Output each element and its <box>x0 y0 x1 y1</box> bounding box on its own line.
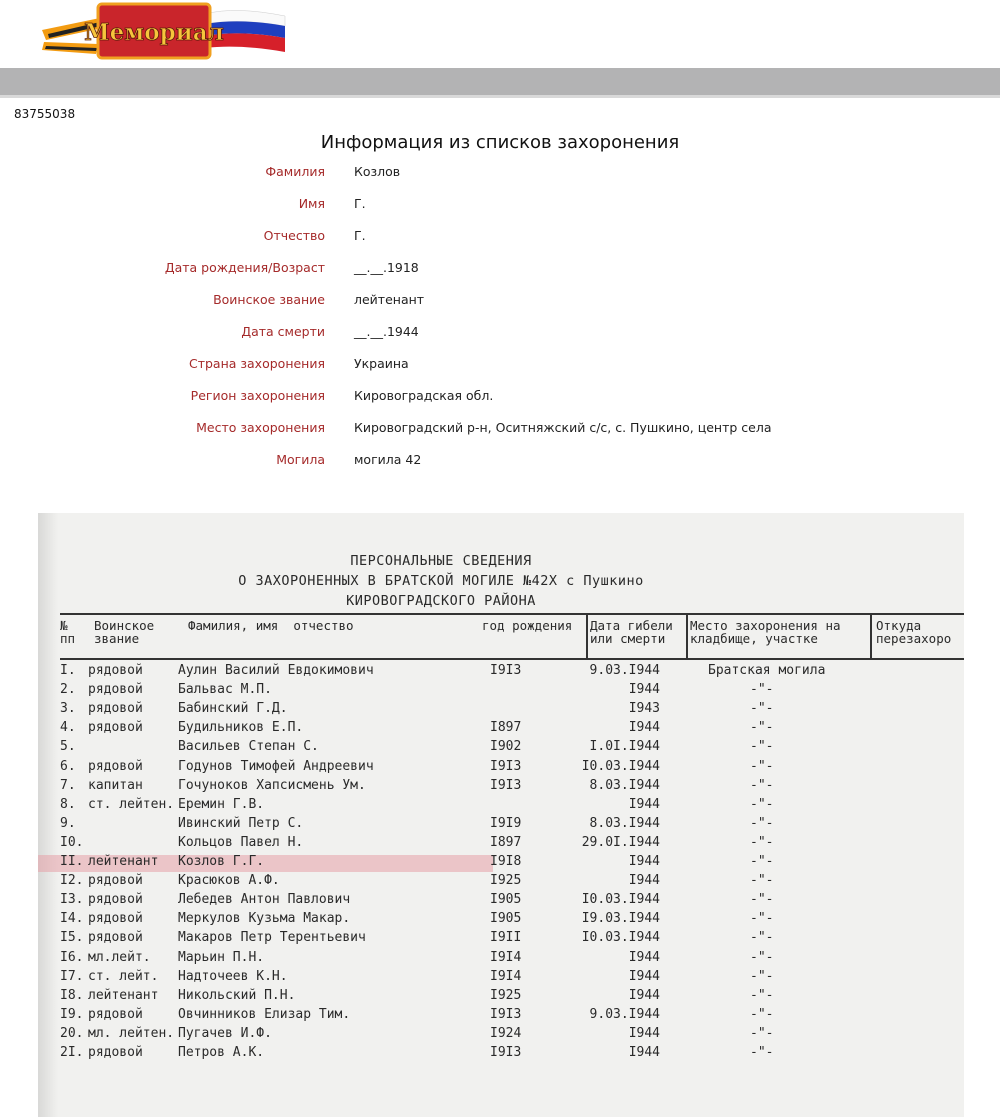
row-burial-place: -"- <box>750 720 774 736</box>
row-name: Пугачев И.Ф. <box>178 1025 272 1041</box>
header-place: Место захоронения на кладбище, участке <box>690 618 841 646</box>
row-burial-place: -"- <box>750 854 774 869</box>
info-table <box>0 164 1000 484</box>
row-rank: рядовой <box>88 682 143 698</box>
row-death-date: I943 <box>628 701 660 717</box>
row-birth-year: I925 <box>490 873 522 889</box>
row-birth-year: I897 <box>490 720 522 736</box>
row-rank: рядовой <box>88 720 143 736</box>
field-label: Фамилия <box>265 164 325 179</box>
field-value: могила 42 <box>354 452 422 467</box>
header-top-rule <box>60 613 964 615</box>
row-rank: лейтенант <box>88 987 159 1003</box>
field-value: Кировоградский р-н, Оситняжский с/с, с. Пушкино, центр села <box>354 420 772 435</box>
row-name: Кольцов Павел Н. <box>178 834 304 850</box>
row-burial-place: -"- <box>750 701 774 717</box>
row-number: I7. <box>60 968 84 984</box>
row-name: Марьин П.Н. <box>178 949 265 965</box>
field-label: Место захоронения <box>196 420 325 435</box>
row-name: Бабинский Г.Д. <box>178 701 288 717</box>
info-row <box>0 228 1000 260</box>
field-label: Страна захоронения <box>188 356 325 371</box>
row-number: 5. <box>60 739 76 755</box>
field-value: Украина <box>354 356 409 371</box>
row-burial-place: -"- <box>750 968 774 984</box>
row-birth-year: I9I4 <box>490 949 522 965</box>
info-row <box>0 452 1000 484</box>
row-rank: ст. лейт. <box>88 968 159 984</box>
col-sep-3 <box>870 613 872 659</box>
row-name: Надточеев К.Н. <box>178 968 288 984</box>
row-burial-place: -"- <box>750 930 774 946</box>
row-burial-place: -"- <box>750 758 774 774</box>
row-name: Гочуноков Хапсисмень Ум. <box>178 777 366 793</box>
row-number: I0. <box>60 834 84 850</box>
row-birth-year: I9I3 <box>490 1045 522 1060</box>
row-birth-year: I897 <box>490 834 522 850</box>
divider <box>0 95 1000 98</box>
row-rank: капитан <box>88 777 143 793</box>
info-row <box>0 324 1000 356</box>
logo-text: Мемориал <box>84 19 224 46</box>
site-header <box>0 0 1000 68</box>
field-value: Козлов <box>354 164 401 179</box>
row-rank: лейтенант <box>88 854 159 869</box>
row-name: Красюков А.Ф. <box>178 873 280 889</box>
info-row <box>0 260 1000 292</box>
row-name: Васильев Степан С. <box>178 739 319 755</box>
row-number: I. <box>60 663 76 678</box>
row-name: Петров А.К. <box>178 1045 265 1060</box>
row-rank: рядовой <box>88 892 143 908</box>
header-from: Откуда перезахоро <box>876 618 952 646</box>
field-label: Отчество <box>263 228 325 243</box>
row-death-date: I944 <box>628 1025 660 1041</box>
row-birth-year: I925 <box>490 987 522 1003</box>
row-number: II. <box>60 854 84 869</box>
row-birth-year: I902 <box>490 739 522 755</box>
row-rank: рядовой <box>88 1006 143 1022</box>
row-burial-place: -"- <box>750 1025 774 1041</box>
row-burial-place: -"- <box>750 682 774 698</box>
row-rank: рядовой <box>88 1045 143 1060</box>
header-birth: год рождения <box>482 618 573 633</box>
row-death-date: 9.03.I944 <box>589 663 660 678</box>
info-row <box>0 292 1000 324</box>
info-row <box>0 164 1000 196</box>
row-burial-place: -"- <box>750 777 774 793</box>
row-death-date: I944 <box>628 1045 660 1060</box>
row-name: Меркулов Кузьма Макар. <box>178 911 351 927</box>
row-birth-year: I9I3 <box>490 663 522 678</box>
row-birth-year: I9II <box>490 930 522 946</box>
info-row <box>0 388 1000 420</box>
row-name: Еремин Г.В. <box>178 796 265 812</box>
row-burial-place: -"- <box>750 815 774 831</box>
field-label: Имя <box>298 196 325 211</box>
row-death-date: 8.03.I944 <box>589 777 660 793</box>
row-number: I5. <box>60 930 84 946</box>
header-death: Дата гибели или смерти <box>590 618 673 646</box>
header-rank: Воинское звание <box>94 618 155 646</box>
header-name: Фамилия, имя отчество <box>188 618 354 633</box>
row-number: I8. <box>60 987 84 1003</box>
row-burial-place: -"- <box>750 892 774 908</box>
row-death-date: I0.03.I944 <box>581 892 660 908</box>
row-name: Лебедев Антон Павлович <box>178 892 351 908</box>
row-burial-place: -"- <box>750 873 774 889</box>
row-birth-year: I9I8 <box>490 854 522 869</box>
row-birth-year: I9I4 <box>490 968 522 984</box>
row-rank: ст. лейтен. <box>88 796 175 812</box>
row-rank: рядовой <box>88 930 143 946</box>
field-value: __.__.1944 <box>354 324 419 339</box>
row-birth-year: I9I3 <box>490 758 522 774</box>
row-rank: мл. лейтен. <box>88 1025 175 1041</box>
row-birth-year: I9I3 <box>490 1006 522 1022</box>
row-number: 2. <box>60 682 76 698</box>
col-sep-2 <box>686 613 688 659</box>
row-name: Ивинский Петр С. <box>178 815 304 831</box>
document-scan <box>38 513 964 1117</box>
row-number: I2. <box>60 873 84 889</box>
field-value: Кировоградская обл. <box>354 388 494 403</box>
row-birth-year: I905 <box>490 892 522 908</box>
doc-title-line-2: О ЗАХОРОНЕННЫХ В БРАТСКОЙ МОГИЛЕ №42Х с Пушкино <box>238 573 644 589</box>
doc-title-line-1: ПЕРСОНАЛЬНЫЕ СВЕДЕНИЯ <box>350 553 532 569</box>
field-label: Регион захоронения <box>190 388 325 403</box>
header-num: № пп <box>60 618 76 646</box>
row-rank: рядовой <box>88 758 143 774</box>
row-name: Годунов Тимофей Андреевич <box>178 758 374 774</box>
row-birth-year: I905 <box>490 911 522 927</box>
row-death-date: I0.03.I944 <box>581 930 660 946</box>
row-number: 9. <box>60 815 76 831</box>
row-birth-year: I9I9 <box>490 815 522 831</box>
row-death-date: I944 <box>628 720 660 736</box>
row-death-date: I9.03.I944 <box>581 911 660 927</box>
field-value: Г. <box>354 228 366 243</box>
row-death-date: I944 <box>628 796 660 812</box>
row-number: I3. <box>60 892 84 908</box>
memorial-logo[interactable] <box>40 0 290 68</box>
row-death-date: I0.03.I944 <box>581 758 660 774</box>
row-rank: рядовой <box>88 663 143 678</box>
row-death-date: I944 <box>628 968 660 984</box>
row-death-date: I944 <box>628 682 660 698</box>
row-number: 6. <box>60 758 76 774</box>
row-number: I6. <box>60 949 84 965</box>
col-sep-1 <box>586 613 588 659</box>
row-death-date: I944 <box>628 987 660 1003</box>
row-rank: рядовой <box>88 911 143 927</box>
row-number: 7. <box>60 777 76 793</box>
row-name: Бальвас М.П. <box>178 682 272 698</box>
row-death-date: 9.03.I944 <box>589 1006 660 1022</box>
field-label: Могила <box>276 452 325 467</box>
row-death-date: I.0I.I944 <box>589 739 660 755</box>
field-label: Дата смерти <box>241 324 325 339</box>
doc-title-line-3: КИРОВОГРАДСКОГО РАЙОНА <box>346 593 536 609</box>
row-number: 8. <box>60 796 76 812</box>
row-name: Овчинников Елизар Тим. <box>178 1006 351 1022</box>
row-name: Макаров Петр Терентьевич <box>178 930 366 946</box>
row-number: I9. <box>60 1006 84 1022</box>
field-label: Дата рождения/Возраст <box>164 260 325 275</box>
info-row <box>0 356 1000 388</box>
row-death-date: I944 <box>628 949 660 965</box>
row-burial-place: -"- <box>750 834 774 850</box>
row-burial-place: -"- <box>750 987 774 1003</box>
row-death-date: I944 <box>628 854 660 869</box>
page-title: Информация из списков захоронения <box>320 132 680 153</box>
row-rank: рядовой <box>88 873 143 889</box>
row-burial-place: -"- <box>750 1006 774 1022</box>
row-name: Козлов Г.Г. <box>178 854 265 869</box>
row-number: 2I. <box>60 1045 84 1060</box>
row-death-date: 8.03.I944 <box>589 815 660 831</box>
row-burial-place: Братская могила <box>708 663 826 678</box>
header-bottom-rule <box>60 658 964 660</box>
row-rank: рядовой <box>88 701 143 717</box>
row-birth-year: I9I3 <box>490 777 522 793</box>
row-death-date: I944 <box>628 873 660 889</box>
info-row <box>0 420 1000 452</box>
row-number: 3. <box>60 701 76 717</box>
row-burial-place: -"- <box>750 1045 774 1060</box>
field-value: лейтенант <box>354 292 425 307</box>
burial-list-document <box>38 513 964 1117</box>
row-rank: мл.лейт. <box>88 949 151 965</box>
row-number: 20. <box>60 1025 84 1041</box>
row-name: Будильников Е.П. <box>178 720 304 736</box>
row-burial-place: -"- <box>750 911 774 927</box>
row-burial-place: -"- <box>750 796 774 812</box>
field-value: Г. <box>354 196 366 211</box>
row-burial-place: -"- <box>750 739 774 755</box>
row-name: Аулин Василий Евдокимович <box>178 663 374 678</box>
info-row <box>0 196 1000 228</box>
row-burial-place: -"- <box>750 949 774 965</box>
row-number: I4. <box>60 911 84 927</box>
row-number: 4. <box>60 720 76 736</box>
row-birth-year: I924 <box>490 1025 522 1041</box>
field-value: __.__.1918 <box>354 260 419 275</box>
field-label: Воинское звание <box>213 292 325 307</box>
row-name: Никольский П.Н. <box>178 987 296 1003</box>
row-death-date: 29.0I.I944 <box>581 834 660 850</box>
record-id: 83755038 <box>14 107 76 121</box>
nav-bar <box>0 68 1000 95</box>
